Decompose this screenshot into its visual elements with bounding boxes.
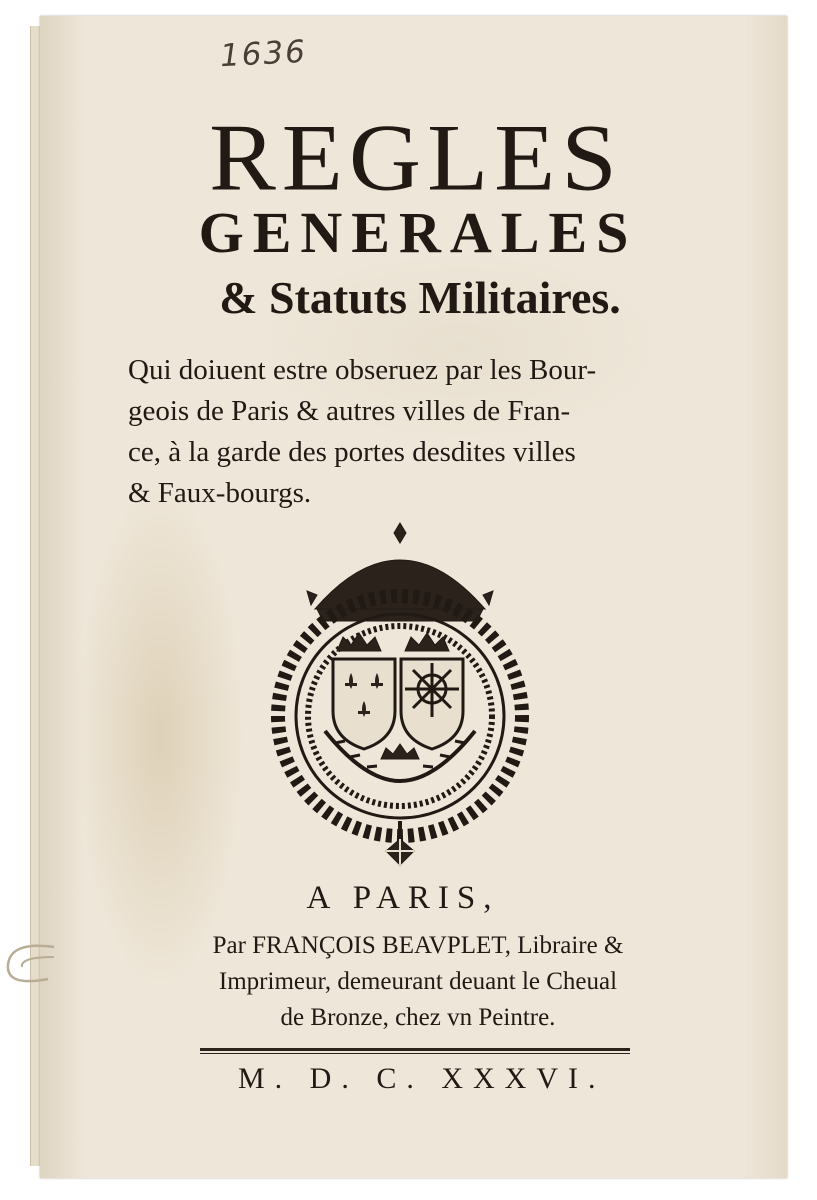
- imprint-line: Par FRANÇOIS BEAVPLET, Libraire &: [212, 932, 624, 959]
- imprint-city: A PARIS,: [306, 880, 500, 916]
- title-line-1: REGLES: [209, 104, 623, 211]
- subtitle: [128, 350, 708, 514]
- imprint-line: de Bronze, chez vn Peintre.: [280, 1004, 556, 1031]
- subtitle-line: ce, à la garde des portes desdites villes: [128, 436, 576, 468]
- subtitle-line: & Faux-bourgs.: [128, 477, 312, 509]
- title-line-3: & Statuts Militaires.: [219, 272, 621, 323]
- binding-thread-icon: [0, 935, 60, 995]
- subtitle-line: geois de Paris & autres villes de Fran-: [128, 395, 571, 427]
- imprint-line: Imprimeur, demeurant deuant le Cheual: [218, 968, 618, 995]
- publication-year: M. D. C. XXXVI.: [238, 1062, 606, 1095]
- imprint-block: [148, 928, 688, 1036]
- subtitle-line: Qui doiuent estre obseruez par les Bour-: [128, 354, 597, 386]
- handwritten-date: 1636: [219, 33, 308, 75]
- royal-coat-of-arms-icon: [255, 521, 545, 871]
- divider-rule: [200, 1053, 630, 1054]
- divider-rule: [200, 1048, 630, 1051]
- title-page: [40, 16, 787, 1178]
- title-line-2: GENERALES: [198, 200, 638, 265]
